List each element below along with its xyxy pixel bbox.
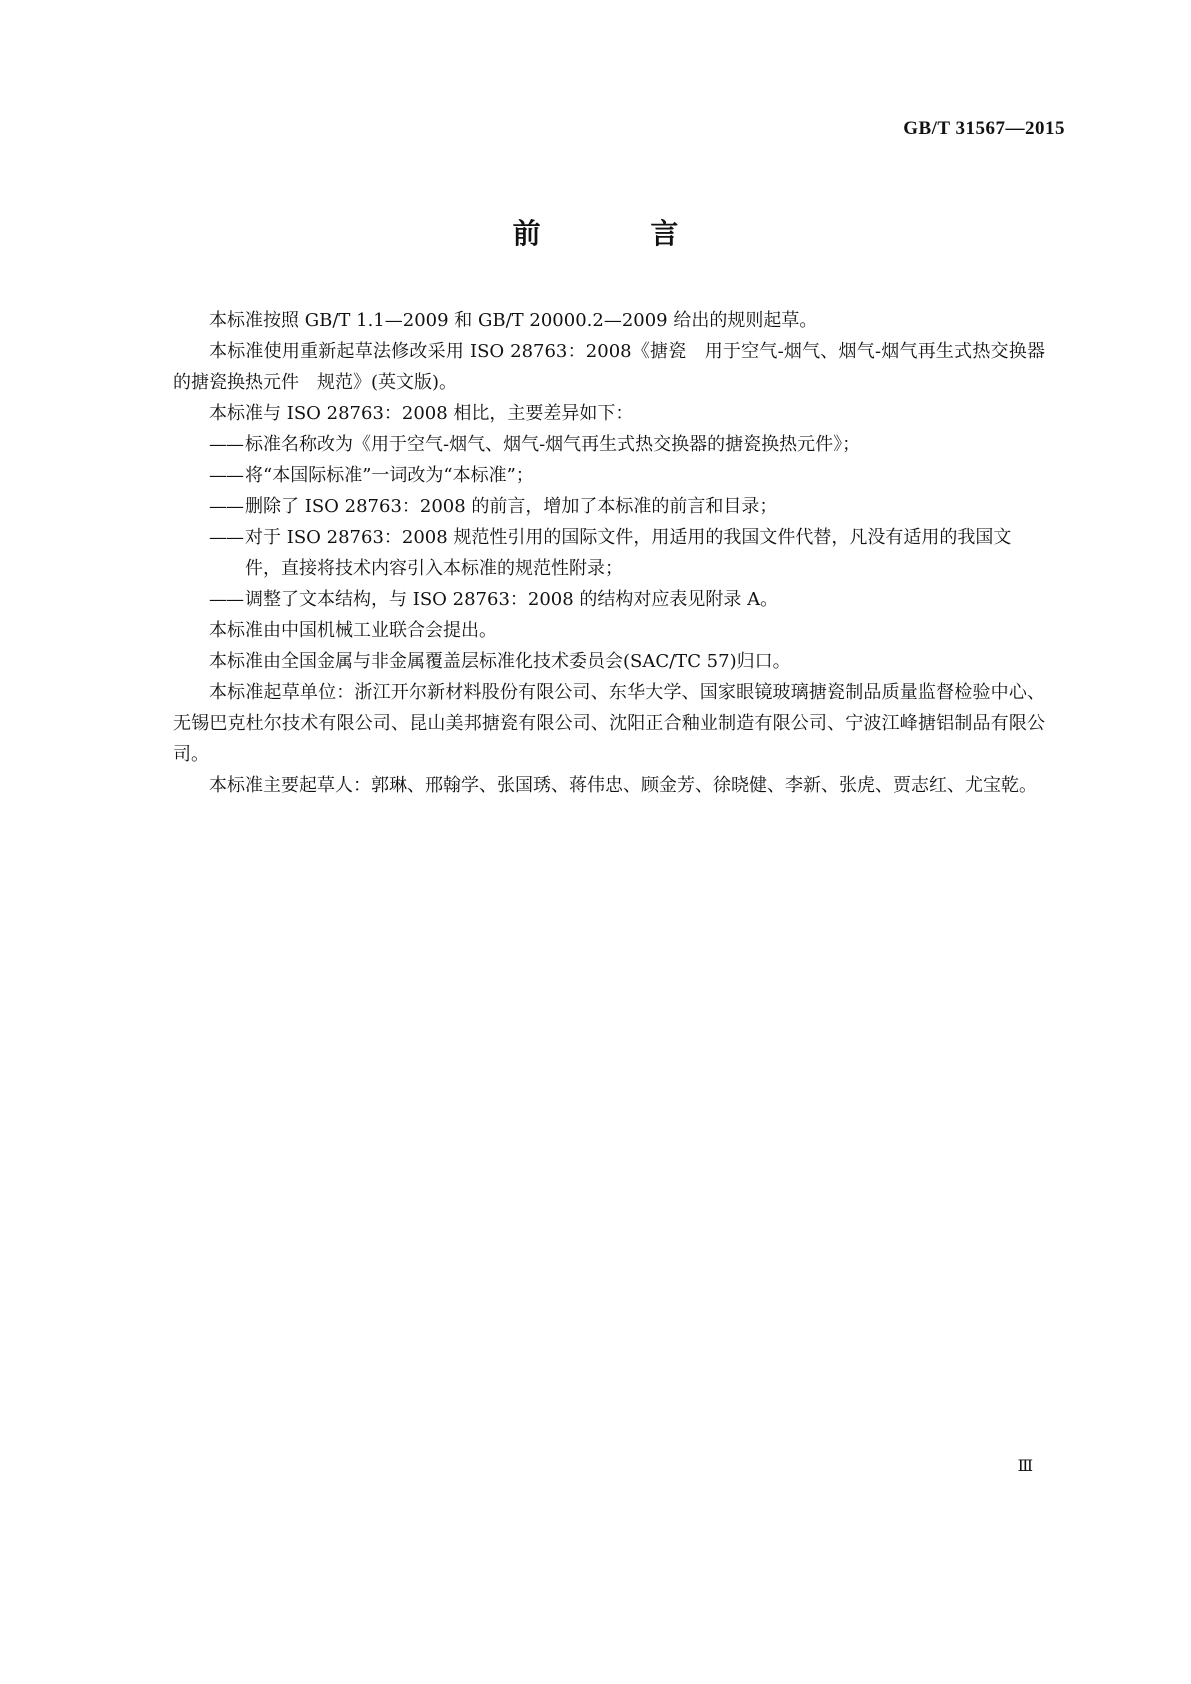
list-item [173, 491, 1045, 522]
list-item-text: 将“本国际标准”一词改为“本标准”； [245, 465, 534, 486]
differences-intro-paragraph: 本标准与 ISO 28763：2008 相比，主要差异如下： [209, 403, 634, 424]
list-item-text: 标准名称改为《用于空气-烟气、烟气-烟气再生式热交换器的搪瓷换热元件》； [245, 434, 861, 455]
committee-paragraph: 本标准由全国金属与非金属覆盖层标准化技术委员会(SAC/TC 57)归口。 [209, 651, 791, 672]
list-item-text: 删除了 ISO 28763：2008 的前言，增加了本标准的前言和目录； [245, 496, 778, 517]
proposer-paragraph: 本标准由中国机械工业联合会提出。 [209, 620, 497, 641]
list-dash: —— [209, 496, 243, 517]
list-item [173, 460, 1045, 491]
drafters-paragraph: 本标准主要起草人：郭琳、邢翰学、张国琇、蒋伟忠、顾金芳、徐晓健、李新、张虎、贾志红、尤宝乾。 [209, 775, 1037, 796]
list-dash: —— [209, 527, 243, 548]
list-dash: —— [209, 465, 243, 486]
list-dash: —— [209, 434, 243, 455]
page-title: 前 言 [512, 217, 729, 250]
list-item-text: 调整了文本结构，与 ISO 28763：2008 的结构对应表见附录 A。 [245, 589, 779, 610]
drafting-rules-paragraph: 本标准按照 GB/T 1.1—2009 和 GB/T 20000.2—2009 给出的规则起草。 [209, 310, 818, 331]
list-dash: —— [209, 589, 243, 610]
list-item [173, 429, 1045, 460]
list-item [173, 522, 1045, 584]
standard-code: GB/T 31567—2015 [903, 118, 1065, 139]
list-item-continuation: 件，直接将技术内容引入本标准的规范性附录； [245, 558, 623, 579]
page-number: Ⅲ [1017, 1458, 1033, 1475]
drafting-units-paragraph: 本标准起草单位：浙江开尔新材料股份有限公司、东华大学、国家眼镜玻璃搪瓷制品质量监督检验中心、无锡巴克杜尔技术有限公司、昆山美邦搪瓷有限公司、沈阳正合釉业制造有限公司、宁波江峰搪铝制品有限公司。 [173, 682, 1045, 765]
list-item [173, 584, 1045, 615]
list-item-text: 对于 ISO 28763：2008 规范性引用的国际文件，用适用的我国文件代替，凡没有适用的我国文 [245, 527, 1012, 548]
foreword-body [173, 305, 1045, 801]
adoption-paragraph: 本标准使用重新起草法修改采用 ISO 28763：2008《搪瓷 用于空气-烟气、烟气-烟气再生式热交换器的搪瓷换热元件 规范》(英文版)。 [173, 341, 1045, 393]
